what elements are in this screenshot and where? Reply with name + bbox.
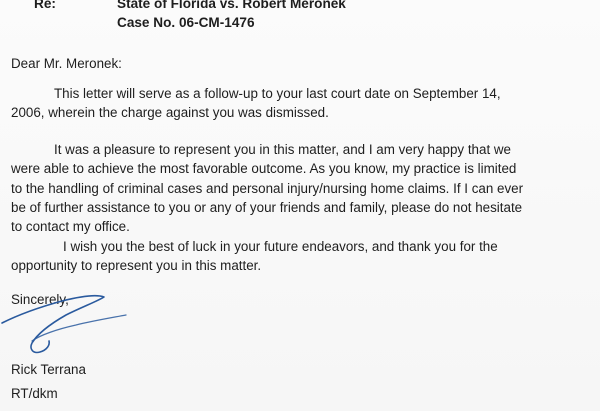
paragraph-line: 2006, wherein the charge against you was dismissed. bbox=[11, 105, 329, 121]
paragraph-line: I wish you the best of luck in your future endeavors, and thank you for the bbox=[63, 239, 498, 254]
paragraph-line: to the handling of criminal cases and personal injury/nursing home claims. If I can ever bbox=[11, 180, 524, 196]
handwritten-signature bbox=[0, 285, 140, 360]
salutation: Dear Mr. Meronek: bbox=[11, 56, 122, 71]
case-title: State of Florida vs. Robert Meronek bbox=[117, 0, 346, 11]
paragraph-pleasure bbox=[11, 140, 588, 236]
paragraph-line: It was a pleasure to represent you in this matter, and I am very happy that we bbox=[54, 142, 512, 157]
paragraph-line: be of further assistance to you or any of your friends and family, please do not hesitate bbox=[11, 199, 523, 215]
paragraph-line: opportunity to represent you in this matter. bbox=[11, 258, 262, 274]
paragraph-wishes bbox=[11, 237, 588, 276]
re-label: Re: bbox=[34, 0, 56, 11]
paragraph-line: This letter will serve as a follow-up to your last court date on September 14, bbox=[54, 86, 501, 101]
signature-stroke bbox=[2, 296, 104, 353]
closing: Sincerely, bbox=[11, 292, 69, 307]
paragraph-followup bbox=[11, 84, 588, 123]
case-number: Case No. 06-CM-1476 bbox=[117, 15, 255, 30]
paragraph-line: were able to achieve the most favorable outcome. As you know, my practice is limited bbox=[11, 161, 517, 177]
signer-name: Rick Terrana bbox=[11, 362, 86, 377]
paragraph-line: to contact my office. bbox=[11, 219, 130, 235]
reference-initials: RT/dkm bbox=[11, 386, 58, 401]
